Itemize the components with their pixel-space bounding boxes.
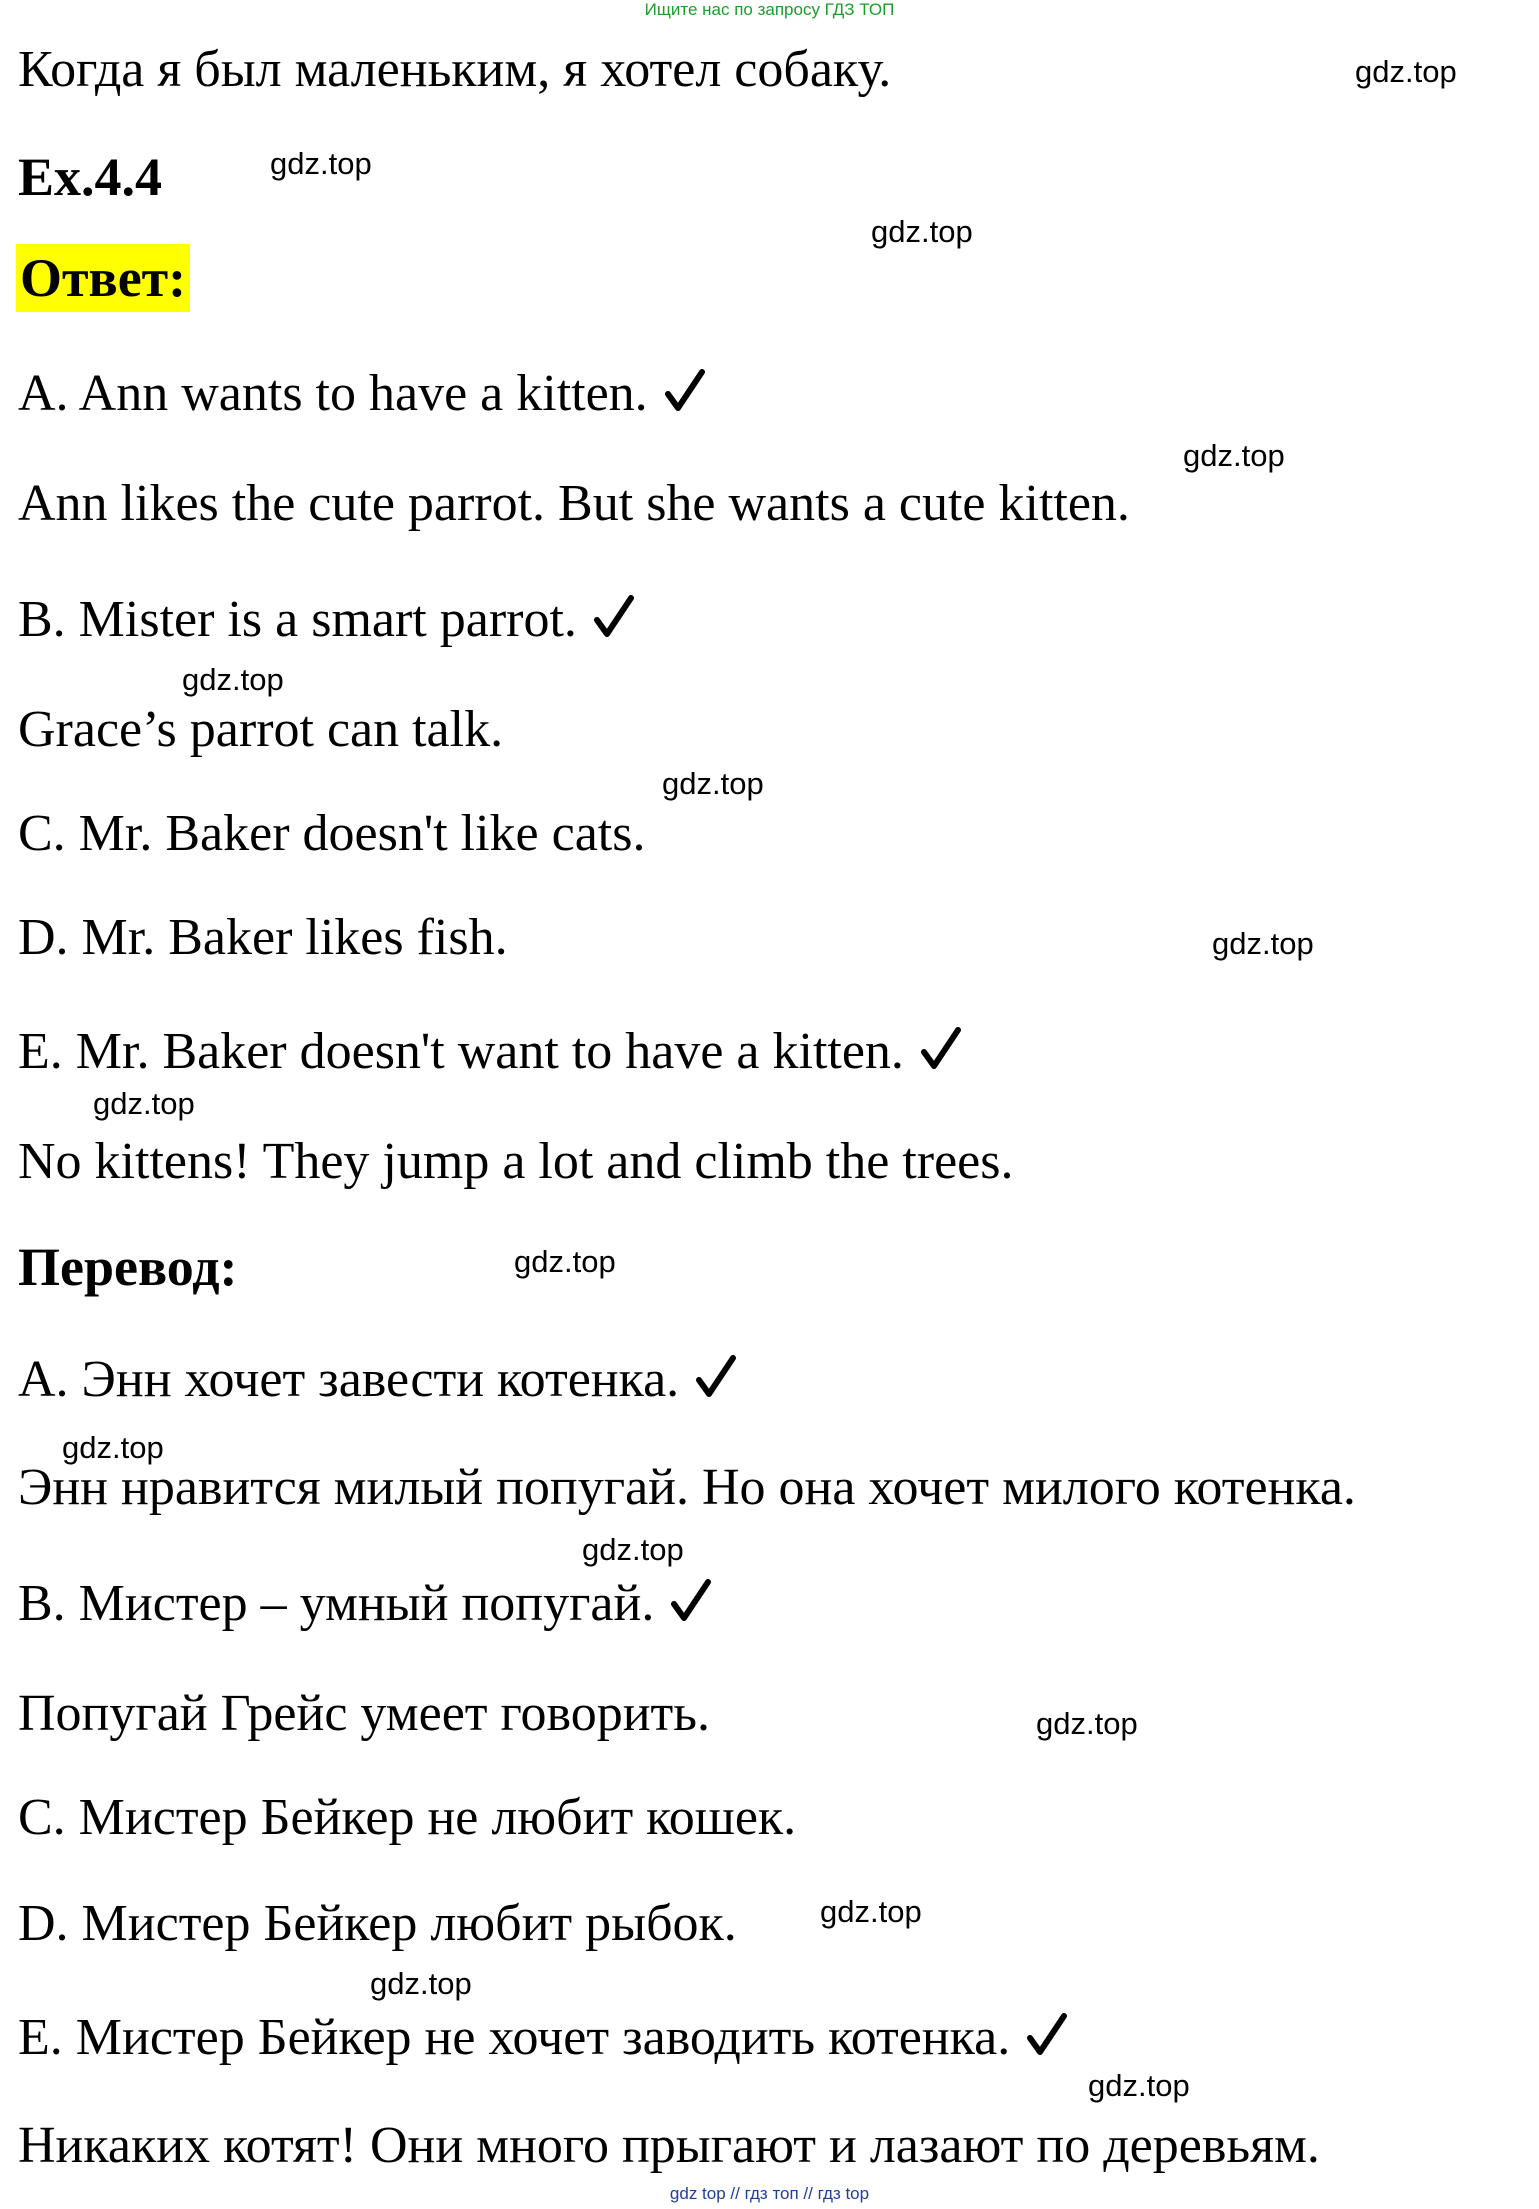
answer-label: Ответ: [16,244,190,312]
watermark: gdz.top [514,1244,616,1279]
answer-text: B. Mister is a smart parrot. [18,591,577,648]
watermark: gdz.top [662,766,764,801]
checkmark-icon [695,1354,737,1406]
watermark: gdz.top [62,1430,164,1465]
answer-text: E. Mr. Baker doesn't want to have a kitten. [18,1023,904,1080]
intro-line: Когда я был маленьким, я хотел собаку. [18,41,892,98]
translation-line: Энн нравится милый попугай. Но она хочет милого котенка. [18,1459,1356,1516]
translation-label: Перевод: [18,1237,238,1297]
answer-line [18,365,706,422]
answer-line: C. Mr. Baker doesn't like cats. [18,805,646,862]
translation-text: B. Мистер – умный попугай. [18,1575,655,1632]
answer-text: A. Ann wants to have a kitten. [18,365,648,422]
translation-line: Никаких котят! Они много прыгают и лазают по деревьям. [18,2117,1320,2174]
watermark: gdz.top [1183,438,1285,473]
watermark: gdz.top [93,1086,195,1121]
translation-line: C. Мистер Бейкер не любит кошек. [18,1789,797,1846]
watermark: gdz.top [1088,2068,1190,2103]
translation-line [18,1575,712,1632]
watermark: gdz.top [1212,926,1314,961]
answer-line [18,591,635,648]
watermark: gdz.top [1355,54,1457,89]
top-banner: Ищите нас по запросу ГДЗ ТОП [644,0,895,19]
checkmark-icon [1026,2012,1068,2064]
answer-line: No kittens! They jump a lot and climb the trees. [18,1133,1014,1190]
translation-text: E. Мистер Бейкер не хочет заводить котенка. [18,2009,1011,2066]
translation-line: D. Мистер Бейкер любит рыбок. [18,1895,737,1952]
translation-text: A. Энн хочет завести котенка. [18,1351,680,1408]
watermark: gdz.top [182,662,284,697]
exercise-title: Ex.4.4 [18,147,163,207]
translation-line [18,1351,737,1408]
checkmark-icon [593,594,635,646]
checkmark-icon [920,1026,962,1078]
translation-line [18,2009,1068,2066]
answer-line: Grace’s parrot can talk. [18,701,504,758]
checkmark-icon [670,1578,712,1630]
translation-line: Попугай Грейс умеет говорить. [18,1685,710,1742]
answer-line: Ann likes the cute parrot. But she wants a cute kitten. [18,475,1130,532]
watermark: gdz.top [871,214,973,249]
checkmark-icon [664,368,706,420]
watermark: gdz.top [820,1894,922,1929]
watermark: gdz.top [1036,1706,1138,1741]
watermark: gdz.top [582,1532,684,1567]
answer-line [18,1023,962,1080]
watermark: gdz.top [270,146,372,181]
footer-watermark: gdz top // гдз топ // гдз top [669,2184,870,2203]
watermark: gdz.top [370,1966,472,2001]
answer-line: D. Mr. Baker likes fish. [18,909,508,966]
